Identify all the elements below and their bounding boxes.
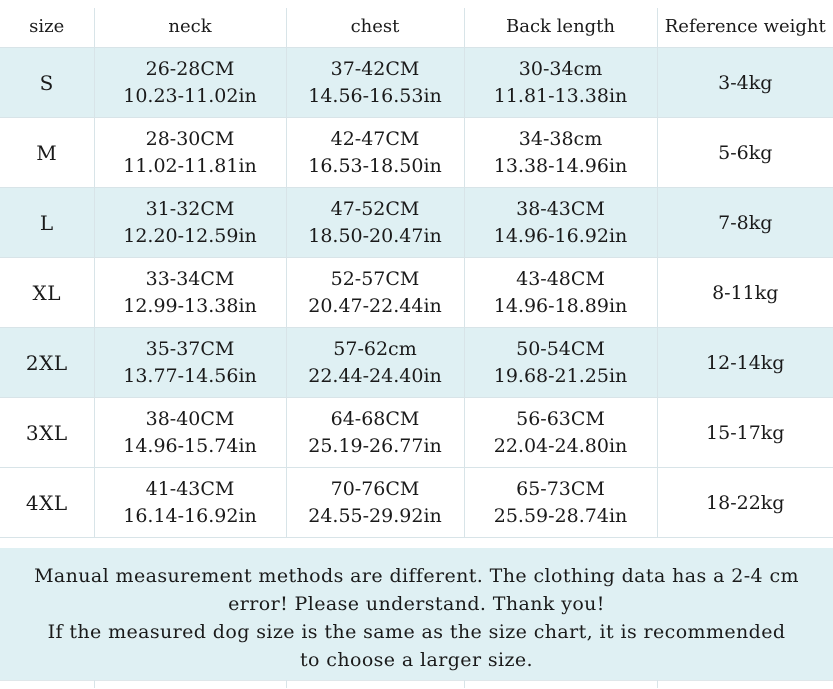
- cell-size: 2XL: [0, 328, 94, 398]
- cell-weight: 8-11kg: [657, 258, 833, 328]
- cell-weight: 15-17kg: [657, 398, 833, 468]
- table-header-row: [0, 8, 833, 48]
- cell-neck: [94, 118, 286, 188]
- cell-back-in: 25.59-28.74in: [493, 504, 628, 527]
- column-header-chest: chest: [286, 8, 464, 48]
- cell-back-length: [464, 468, 657, 538]
- measurement-note: [0, 548, 833, 680]
- cell-chest-cm: 57-62cm: [333, 338, 417, 361]
- cell-chest: [286, 118, 464, 188]
- cell-size: S: [0, 48, 94, 118]
- cell-back-in: 22.04-24.80in: [493, 434, 628, 457]
- cell-neck-cm: 31-32CM: [145, 198, 235, 221]
- cell-back-in: 19.68-21.25in: [493, 364, 628, 387]
- column-header-size: size: [0, 8, 94, 48]
- cell-neck-in: 12.20-12.59in: [123, 224, 257, 247]
- cell-size: XL: [0, 258, 94, 328]
- cell-back-cm: 56-63CM: [516, 408, 605, 431]
- cell-back-length: [464, 48, 657, 118]
- bottom-grid-line: [464, 680, 465, 688]
- cell-chest-cm: 64-68CM: [330, 408, 420, 431]
- cell-back-cm: 38-43CM: [516, 198, 605, 221]
- cell-weight: 3-4kg: [657, 48, 833, 118]
- table-body: [0, 48, 833, 538]
- cell-neck: [94, 328, 286, 398]
- cell-chest: [286, 258, 464, 328]
- table-row: [0, 48, 833, 118]
- cell-neck: [94, 398, 286, 468]
- cell-neck-in: 12.99-13.38in: [123, 294, 257, 317]
- cell-neck-in: 13.77-14.56in: [123, 364, 257, 387]
- cell-weight: 18-22kg: [657, 468, 833, 538]
- column-header-back-length: Back length: [464, 8, 657, 48]
- column-header-neck: neck: [94, 8, 286, 48]
- cell-back-cm: 30-34cm: [518, 58, 603, 81]
- cell-chest: [286, 468, 464, 538]
- cell-chest-in: 16.53-18.50in: [308, 154, 442, 177]
- cell-chest-cm: 52-57CM: [330, 268, 420, 291]
- bottom-grid-line: [94, 680, 95, 688]
- cell-neck-in: 16.14-16.92in: [123, 504, 257, 527]
- cell-back-in: 11.81-13.38in: [493, 84, 628, 107]
- cell-neck-in: 10.23-11.02in: [123, 84, 257, 107]
- cell-back-length: [464, 328, 657, 398]
- cell-weight: 7-8kg: [657, 188, 833, 258]
- cell-back-length: [464, 258, 657, 328]
- table-row: [0, 188, 833, 258]
- cell-chest: [286, 328, 464, 398]
- cell-back-in: 13.38-14.96in: [493, 154, 628, 177]
- cell-chest-cm: 47-52CM: [330, 198, 420, 221]
- cell-neck-cm: 28-30CM: [145, 128, 235, 151]
- cell-chest-in: 18.50-20.47in: [308, 224, 442, 247]
- cell-chest-in: 24.55-29.92in: [308, 504, 442, 527]
- table-row: [0, 328, 833, 398]
- cell-size: L: [0, 188, 94, 258]
- table-row: [0, 468, 833, 538]
- cell-chest-in: 14.56-16.53in: [308, 84, 442, 107]
- cell-back-length: [464, 118, 657, 188]
- table-row: [0, 118, 833, 188]
- note-line-4: to choose a larger size.: [299, 649, 533, 672]
- cell-chest: [286, 48, 464, 118]
- cell-size: 3XL: [0, 398, 94, 468]
- note-line-1: Manual measurement methods are different. The clothing data has a 2-4 cm: [34, 565, 799, 587]
- cell-size: 4XL: [0, 468, 94, 538]
- cell-chest-cm: 37-42CM: [330, 58, 420, 81]
- cell-back-length: [464, 188, 657, 258]
- cell-neck: [94, 468, 286, 538]
- cell-neck-cm: 33-34CM: [145, 268, 235, 291]
- column-header-reference-weight: Reference weight: [657, 8, 833, 48]
- cell-chest-cm: 70-76CM: [330, 478, 420, 501]
- cell-back-cm: 50-54CM: [516, 338, 605, 361]
- cell-size: M: [0, 118, 94, 188]
- cell-back-cm: 65-73CM: [516, 478, 605, 501]
- cell-back-in: 14.96-16.92in: [493, 224, 628, 247]
- table-header: [0, 8, 833, 48]
- cell-back-cm: 34-38cm: [518, 128, 603, 151]
- cell-neck: [94, 188, 286, 258]
- bottom-grid-line: [286, 680, 287, 688]
- table-row: [0, 258, 833, 328]
- cell-neck-cm: 26-28CM: [145, 58, 235, 81]
- note-line-2: error! Please understand. Thank you!: [228, 593, 605, 616]
- cell-neck: [94, 48, 286, 118]
- cell-neck-cm: 38-40CM: [145, 408, 235, 431]
- cell-weight: 5-6kg: [657, 118, 833, 188]
- note-line-3: If the measured dog size is the same as the size chart, it is recommended: [47, 621, 786, 644]
- cell-chest-in: 25.19-26.77in: [308, 434, 442, 457]
- size-chart-table: [0, 8, 833, 538]
- cell-chest-cm: 42-47CM: [330, 128, 420, 151]
- cell-chest-in: 20.47-22.44in: [308, 294, 442, 317]
- cell-neck-cm: 35-37CM: [145, 338, 235, 361]
- cell-chest-in: 22.44-24.40in: [308, 364, 442, 387]
- cell-neck-in: 11.02-11.81in: [123, 154, 257, 177]
- cell-chest: [286, 398, 464, 468]
- cell-weight: 12-14kg: [657, 328, 833, 398]
- cell-neck-in: 14.96-15.74in: [123, 434, 257, 457]
- cell-back-length: [464, 398, 657, 468]
- cell-back-cm: 43-48CM: [516, 268, 605, 291]
- bottom-grid-line: [657, 680, 658, 688]
- cell-neck: [94, 258, 286, 328]
- cell-back-in: 14.96-18.89in: [493, 294, 628, 317]
- table-row: [0, 398, 833, 468]
- cell-chest: [286, 188, 464, 258]
- cell-neck-cm: 41-43CM: [145, 478, 235, 501]
